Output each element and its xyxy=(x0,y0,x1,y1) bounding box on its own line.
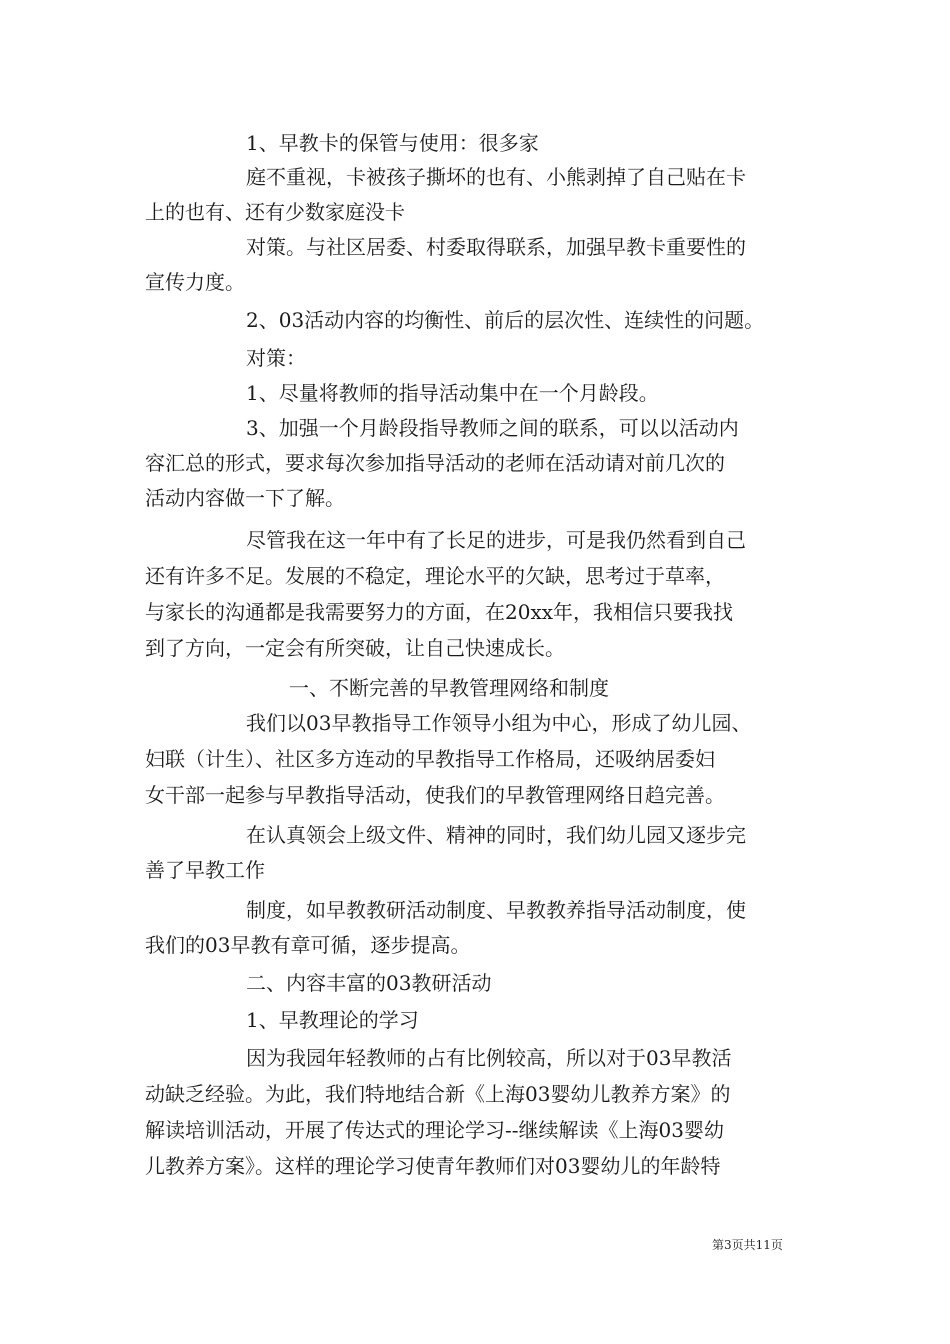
text-line: 女干部一起参与早教指导活动，使我们的早教管理网络日趋完善。 xyxy=(145,783,725,807)
text-line: 1、早教卡的保管与使用：很多家 xyxy=(246,131,539,155)
text-line: 在认真领会上级文件、精神的同时，我们幼儿园又逐步完 xyxy=(246,823,746,847)
subsection-heading: 1、早教理论的学习 xyxy=(246,1008,419,1032)
text-line: 制度，如早教教研活动制度、早教教养指导活动制度，使 xyxy=(246,898,746,922)
text-line: 容汇总的形式，要求每次参加指导活动的老师在活动请对前几次的 xyxy=(145,451,725,475)
text-line: 妇联（计生）、社区多方连动的早教指导工作格局，还吸纳居委妇 xyxy=(145,747,715,771)
text-line: 对策： xyxy=(246,346,306,370)
text-line: 还有许多不足。发展的不稳定，理论水平的欠缺，思考过于草率， xyxy=(145,564,725,588)
text-line: 庭不重视，卡被孩子撕坏的也有、小熊剥掉了自己贴在卡 xyxy=(246,165,746,189)
text-line: 对策。与社区居委、村委取得联系，加强早教卡重要性的 xyxy=(246,235,746,259)
text-line: 善了早教工作 xyxy=(145,858,265,882)
text-line: 到了方向，一定会有所突破，让自己快速成长。 xyxy=(145,636,565,660)
text-line: 2、03活动内容的均衡性、前后的层次性、连续性的问题。 xyxy=(246,308,765,332)
text-line: 3、加强一个月龄段指导教师之间的联系，可以以活动内 xyxy=(246,416,739,440)
text-line: 我们的03早教有章可循，逐步提高。 xyxy=(145,933,471,957)
text-line: 1、尽量将教师的指导活动集中在一个月龄段。 xyxy=(246,381,659,405)
text-line: 解读培训活动，开展了传达式的理论学习--继续解读《上海03婴幼 xyxy=(145,1118,724,1142)
text-line: 动缺乏经验。为此，我们特地结合新《上海03婴幼儿教养方案》的 xyxy=(145,1082,731,1106)
text-line: 儿教养方案》。这样的理论学习使青年教师们对03婴幼儿的年龄特 xyxy=(145,1154,721,1178)
text-line: 活动内容做一下了解。 xyxy=(145,486,345,510)
text-line: 我们以03早教指导工作领导小组为中心，形成了幼儿园、 xyxy=(246,711,752,735)
section-heading: 一、不断完善的早教管理网络和制度 xyxy=(289,676,609,700)
text-line: 因为我园年轻教师的占有比例较高，所以对于03早教活 xyxy=(246,1046,732,1070)
text-line: 与家长的沟通都是我需要努力的方面，在20xx年，我相信只要我找 xyxy=(145,600,734,624)
page-number: 第3页共11页 xyxy=(712,1238,783,1252)
text-line: 上的也有、还有少数家庭没卡 xyxy=(145,200,405,224)
section-heading: 二、内容丰富的03教研活动 xyxy=(246,971,492,995)
text-line: 尽管我在这一年中有了长足的进步，可是我仍然看到自己 xyxy=(246,528,746,552)
text-line: 宣传力度。 xyxy=(145,270,245,294)
